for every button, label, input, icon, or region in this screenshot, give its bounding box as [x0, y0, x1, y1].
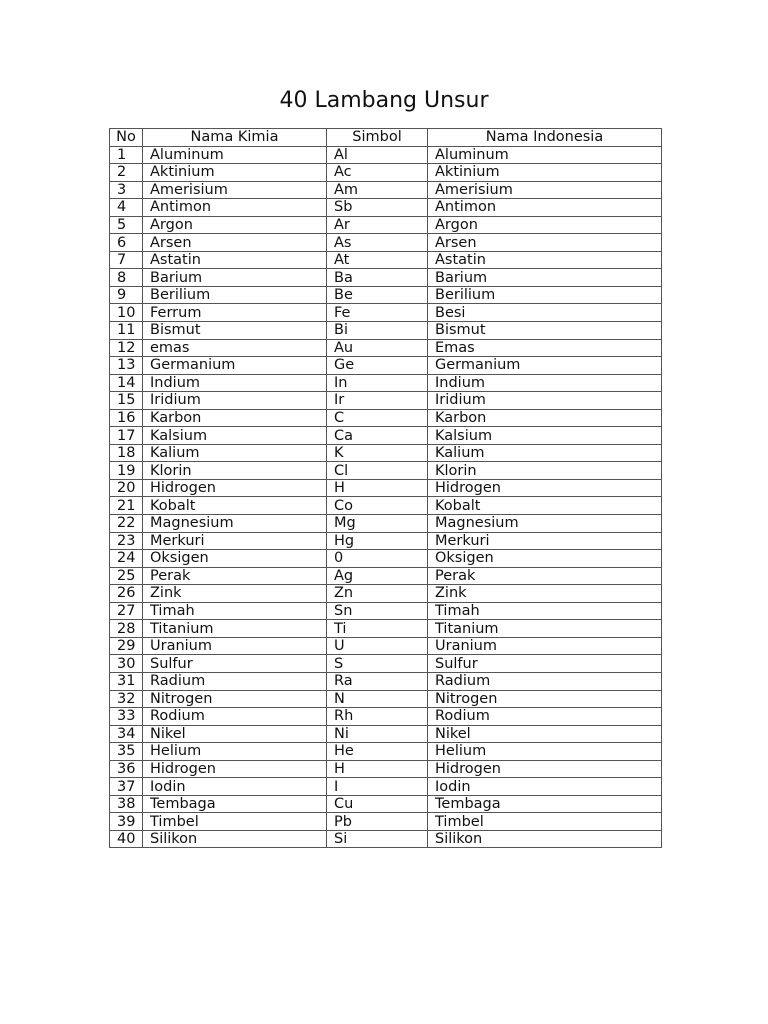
- table-row: [110, 251, 662, 269]
- table-row: [110, 795, 662, 813]
- cell-simbol: U: [327, 637, 428, 655]
- cell-no: 28: [110, 620, 143, 638]
- table-row: [110, 725, 662, 743]
- table-row: [110, 690, 662, 708]
- cell-no: 34: [110, 725, 143, 743]
- cell-simbol: In: [327, 374, 428, 392]
- cell-no: 8: [110, 269, 143, 287]
- cell-nama-indonesia: Berilium: [428, 286, 662, 304]
- cell-no: 22: [110, 515, 143, 533]
- cell-nama-indonesia: Kalium: [428, 444, 662, 462]
- table-row: [110, 532, 662, 550]
- cell-no: 14: [110, 374, 143, 392]
- cell-no: 4: [110, 199, 143, 217]
- table-row: [110, 602, 662, 620]
- cell-nama-indonesia: Astatin: [428, 251, 662, 269]
- cell-nama-kimia: Uranium: [143, 637, 327, 655]
- table-row: [110, 216, 662, 234]
- table-row: [110, 760, 662, 778]
- cell-nama-kimia: Amerisium: [143, 181, 327, 199]
- cell-simbol: Ca: [327, 427, 428, 445]
- cell-nama-kimia: Iodin: [143, 778, 327, 796]
- elements-table: [109, 128, 662, 848]
- cell-nama-kimia: Hidrogen: [143, 760, 327, 778]
- page-title: 40 Lambang Unsur: [279, 88, 489, 113]
- cell-nama-indonesia: Bismut: [428, 322, 662, 340]
- cell-nama-kimia: Radium: [143, 672, 327, 690]
- cell-nama-kimia: Kobalt: [143, 497, 327, 515]
- header-nama-kimia: Nama Kimia: [143, 129, 327, 147]
- cell-simbol: Zn: [327, 585, 428, 603]
- cell-nama-indonesia: Rodium: [428, 708, 662, 726]
- table-row: [110, 339, 662, 357]
- table-row: [110, 164, 662, 182]
- cell-no: 11: [110, 322, 143, 340]
- cell-simbol: Ac: [327, 164, 428, 182]
- cell-simbol: Hg: [327, 532, 428, 550]
- cell-no: 33: [110, 708, 143, 726]
- cell-simbol: I: [327, 778, 428, 796]
- cell-nama-kimia: Nitrogen: [143, 690, 327, 708]
- cell-nama-indonesia: Uranium: [428, 637, 662, 655]
- table-header: [110, 129, 662, 147]
- cell-simbol: Si: [327, 830, 428, 848]
- cell-no: 7: [110, 251, 143, 269]
- cell-no: 40: [110, 830, 143, 848]
- cell-no: 35: [110, 743, 143, 761]
- cell-nama-kimia: Magnesium: [143, 515, 327, 533]
- cell-nama-kimia: Kalsium: [143, 427, 327, 445]
- table-row: [110, 655, 662, 673]
- cell-nama-kimia: Indium: [143, 374, 327, 392]
- cell-simbol: Sb: [327, 199, 428, 217]
- table-row: [110, 181, 662, 199]
- cell-nama-kimia: Klorin: [143, 462, 327, 480]
- cell-nama-indonesia: Aktinium: [428, 164, 662, 182]
- cell-no: 5: [110, 216, 143, 234]
- cell-nama-kimia: Astatin: [143, 251, 327, 269]
- cell-nama-indonesia: Hidrogen: [428, 479, 662, 497]
- cell-simbol: H: [327, 760, 428, 778]
- cell-no: 26: [110, 585, 143, 603]
- cell-simbol: Ir: [327, 392, 428, 410]
- cell-nama-kimia: Merkuri: [143, 532, 327, 550]
- cell-nama-indonesia: Aluminum: [428, 146, 662, 164]
- table-row: [110, 567, 662, 585]
- cell-nama-kimia: Argon: [143, 216, 327, 234]
- cell-simbol: K: [327, 444, 428, 462]
- cell-nama-indonesia: Kobalt: [428, 497, 662, 515]
- table-row: [110, 813, 662, 831]
- cell-no: 36: [110, 760, 143, 778]
- cell-no: 3: [110, 181, 143, 199]
- cell-no: 9: [110, 286, 143, 304]
- table-row: [110, 830, 662, 848]
- cell-nama-indonesia: Merkuri: [428, 532, 662, 550]
- table-row: [110, 304, 662, 322]
- cell-nama-kimia: Oksigen: [143, 550, 327, 568]
- cell-no: 10: [110, 304, 143, 322]
- cell-nama-indonesia: Iridium: [428, 392, 662, 410]
- header-simbol: Simbol: [327, 129, 428, 147]
- cell-nama-kimia: Timah: [143, 602, 327, 620]
- cell-simbol: S: [327, 655, 428, 673]
- table-row: [110, 199, 662, 217]
- table-row: [110, 409, 662, 427]
- cell-no: 13: [110, 357, 143, 375]
- cell-simbol: Co: [327, 497, 428, 515]
- table-row: [110, 620, 662, 638]
- table-row: [110, 550, 662, 568]
- cell-simbol: Pb: [327, 813, 428, 831]
- cell-nama-indonesia: Karbon: [428, 409, 662, 427]
- cell-simbol: Sn: [327, 602, 428, 620]
- header-nama-indonesia: Nama Indonesia: [428, 129, 662, 147]
- cell-nama-indonesia: Magnesium: [428, 515, 662, 533]
- cell-simbol: 0: [327, 550, 428, 568]
- cell-no: 15: [110, 392, 143, 410]
- cell-no: 2: [110, 164, 143, 182]
- cell-nama-indonesia: Argon: [428, 216, 662, 234]
- cell-nama-indonesia: Iodin: [428, 778, 662, 796]
- cell-simbol: Ra: [327, 672, 428, 690]
- cell-no: 39: [110, 813, 143, 831]
- cell-simbol: Cu: [327, 795, 428, 813]
- cell-simbol: Cl: [327, 462, 428, 480]
- cell-nama-kimia: Aluminum: [143, 146, 327, 164]
- cell-nama-indonesia: Radium: [428, 672, 662, 690]
- cell-nama-kimia: Silikon: [143, 830, 327, 848]
- cell-nama-kimia: Antimon: [143, 199, 327, 217]
- cell-simbol: He: [327, 743, 428, 761]
- table-row: [110, 672, 662, 690]
- table-row: [110, 462, 662, 480]
- table-row: [110, 146, 662, 164]
- cell-simbol: Ge: [327, 357, 428, 375]
- cell-simbol: Ni: [327, 725, 428, 743]
- cell-nama-indonesia: Antimon: [428, 199, 662, 217]
- cell-simbol: Ag: [327, 567, 428, 585]
- cell-simbol: As: [327, 234, 428, 252]
- cell-nama-indonesia: Kalsium: [428, 427, 662, 445]
- table-row: [110, 234, 662, 252]
- cell-nama-indonesia: Besi: [428, 304, 662, 322]
- cell-no: 17: [110, 427, 143, 445]
- cell-no: 23: [110, 532, 143, 550]
- cell-no: 25: [110, 567, 143, 585]
- cell-nama-indonesia: Perak: [428, 567, 662, 585]
- cell-nama-indonesia: Amerisium: [428, 181, 662, 199]
- cell-nama-indonesia: Helium: [428, 743, 662, 761]
- table-row: [110, 479, 662, 497]
- cell-nama-kimia: Aktinium: [143, 164, 327, 182]
- cell-simbol: Ti: [327, 620, 428, 638]
- cell-no: 29: [110, 637, 143, 655]
- cell-nama-indonesia: Nitrogen: [428, 690, 662, 708]
- cell-no: 31: [110, 672, 143, 690]
- cell-no: 32: [110, 690, 143, 708]
- cell-nama-indonesia: Emas: [428, 339, 662, 357]
- cell-nama-kimia: Ferrum: [143, 304, 327, 322]
- cell-nama-kimia: Kalium: [143, 444, 327, 462]
- cell-nama-indonesia: Zink: [428, 585, 662, 603]
- cell-no: 16: [110, 409, 143, 427]
- cell-nama-indonesia: Timbel: [428, 813, 662, 831]
- cell-simbol: At: [327, 251, 428, 269]
- cell-nama-kimia: Hidrogen: [143, 479, 327, 497]
- table-row: [110, 708, 662, 726]
- table-row: [110, 515, 662, 533]
- cell-no: 24: [110, 550, 143, 568]
- table-row: [110, 637, 662, 655]
- cell-no: 19: [110, 462, 143, 480]
- cell-simbol: C: [327, 409, 428, 427]
- table-row: [110, 778, 662, 796]
- cell-nama-indonesia: Oksigen: [428, 550, 662, 568]
- cell-nama-indonesia: Silikon: [428, 830, 662, 848]
- cell-no: 37: [110, 778, 143, 796]
- table-row: [110, 444, 662, 462]
- cell-nama-kimia: Barium: [143, 269, 327, 287]
- cell-nama-kimia: Berilium: [143, 286, 327, 304]
- cell-nama-kimia: Tembaga: [143, 795, 327, 813]
- cell-no: 18: [110, 444, 143, 462]
- cell-simbol: N: [327, 690, 428, 708]
- cell-nama-indonesia: Germanium: [428, 357, 662, 375]
- cell-nama-indonesia: Tembaga: [428, 795, 662, 813]
- cell-nama-indonesia: Hidrogen: [428, 760, 662, 778]
- cell-nama-kimia: Karbon: [143, 409, 327, 427]
- cell-no: 12: [110, 339, 143, 357]
- cell-nama-kimia: Bismut: [143, 322, 327, 340]
- table-row: [110, 427, 662, 445]
- table-row: [110, 269, 662, 287]
- cell-nama-indonesia: Barium: [428, 269, 662, 287]
- cell-nama-kimia: Iridium: [143, 392, 327, 410]
- cell-nama-indonesia: Arsen: [428, 234, 662, 252]
- cell-nama-kimia: Rodium: [143, 708, 327, 726]
- table-row: [110, 374, 662, 392]
- cell-nama-indonesia: Nikel: [428, 725, 662, 743]
- table-row: [110, 585, 662, 603]
- cell-nama-kimia: Zink: [143, 585, 327, 603]
- cell-nama-indonesia: Klorin: [428, 462, 662, 480]
- cell-nama-kimia: Titanium: [143, 620, 327, 638]
- cell-simbol: Bi: [327, 322, 428, 340]
- cell-simbol: Ar: [327, 216, 428, 234]
- cell-nama-indonesia: Timah: [428, 602, 662, 620]
- cell-simbol: Au: [327, 339, 428, 357]
- cell-simbol: Al: [327, 146, 428, 164]
- cell-nama-kimia: Arsen: [143, 234, 327, 252]
- cell-no: 6: [110, 234, 143, 252]
- cell-no: 38: [110, 795, 143, 813]
- table-row: [110, 743, 662, 761]
- cell-nama-kimia: Nikel: [143, 725, 327, 743]
- cell-simbol: Fe: [327, 304, 428, 322]
- cell-simbol: H: [327, 479, 428, 497]
- header-row: [110, 129, 662, 147]
- cell-nama-kimia: Helium: [143, 743, 327, 761]
- header-no: No: [110, 129, 143, 147]
- table-body: [110, 146, 662, 848]
- cell-nama-kimia: Perak: [143, 567, 327, 585]
- cell-simbol: Ba: [327, 269, 428, 287]
- cell-nama-kimia: emas: [143, 339, 327, 357]
- cell-nama-indonesia: Sulfur: [428, 655, 662, 673]
- cell-nama-indonesia: Titanium: [428, 620, 662, 638]
- cell-no: 27: [110, 602, 143, 620]
- cell-simbol: Mg: [327, 515, 428, 533]
- cell-nama-kimia: Germanium: [143, 357, 327, 375]
- cell-no: 1: [110, 146, 143, 164]
- table-row: [110, 322, 662, 340]
- cell-nama-kimia: Sulfur: [143, 655, 327, 673]
- cell-no: 20: [110, 479, 143, 497]
- table-row: [110, 497, 662, 515]
- cell-simbol: Rh: [327, 708, 428, 726]
- table-row: [110, 357, 662, 375]
- cell-nama-kimia: Timbel: [143, 813, 327, 831]
- cell-simbol: Be: [327, 286, 428, 304]
- cell-nama-indonesia: Indium: [428, 374, 662, 392]
- table-row: [110, 286, 662, 304]
- table-row: [110, 392, 662, 410]
- cell-no: 21: [110, 497, 143, 515]
- cell-simbol: Am: [327, 181, 428, 199]
- cell-no: 30: [110, 655, 143, 673]
